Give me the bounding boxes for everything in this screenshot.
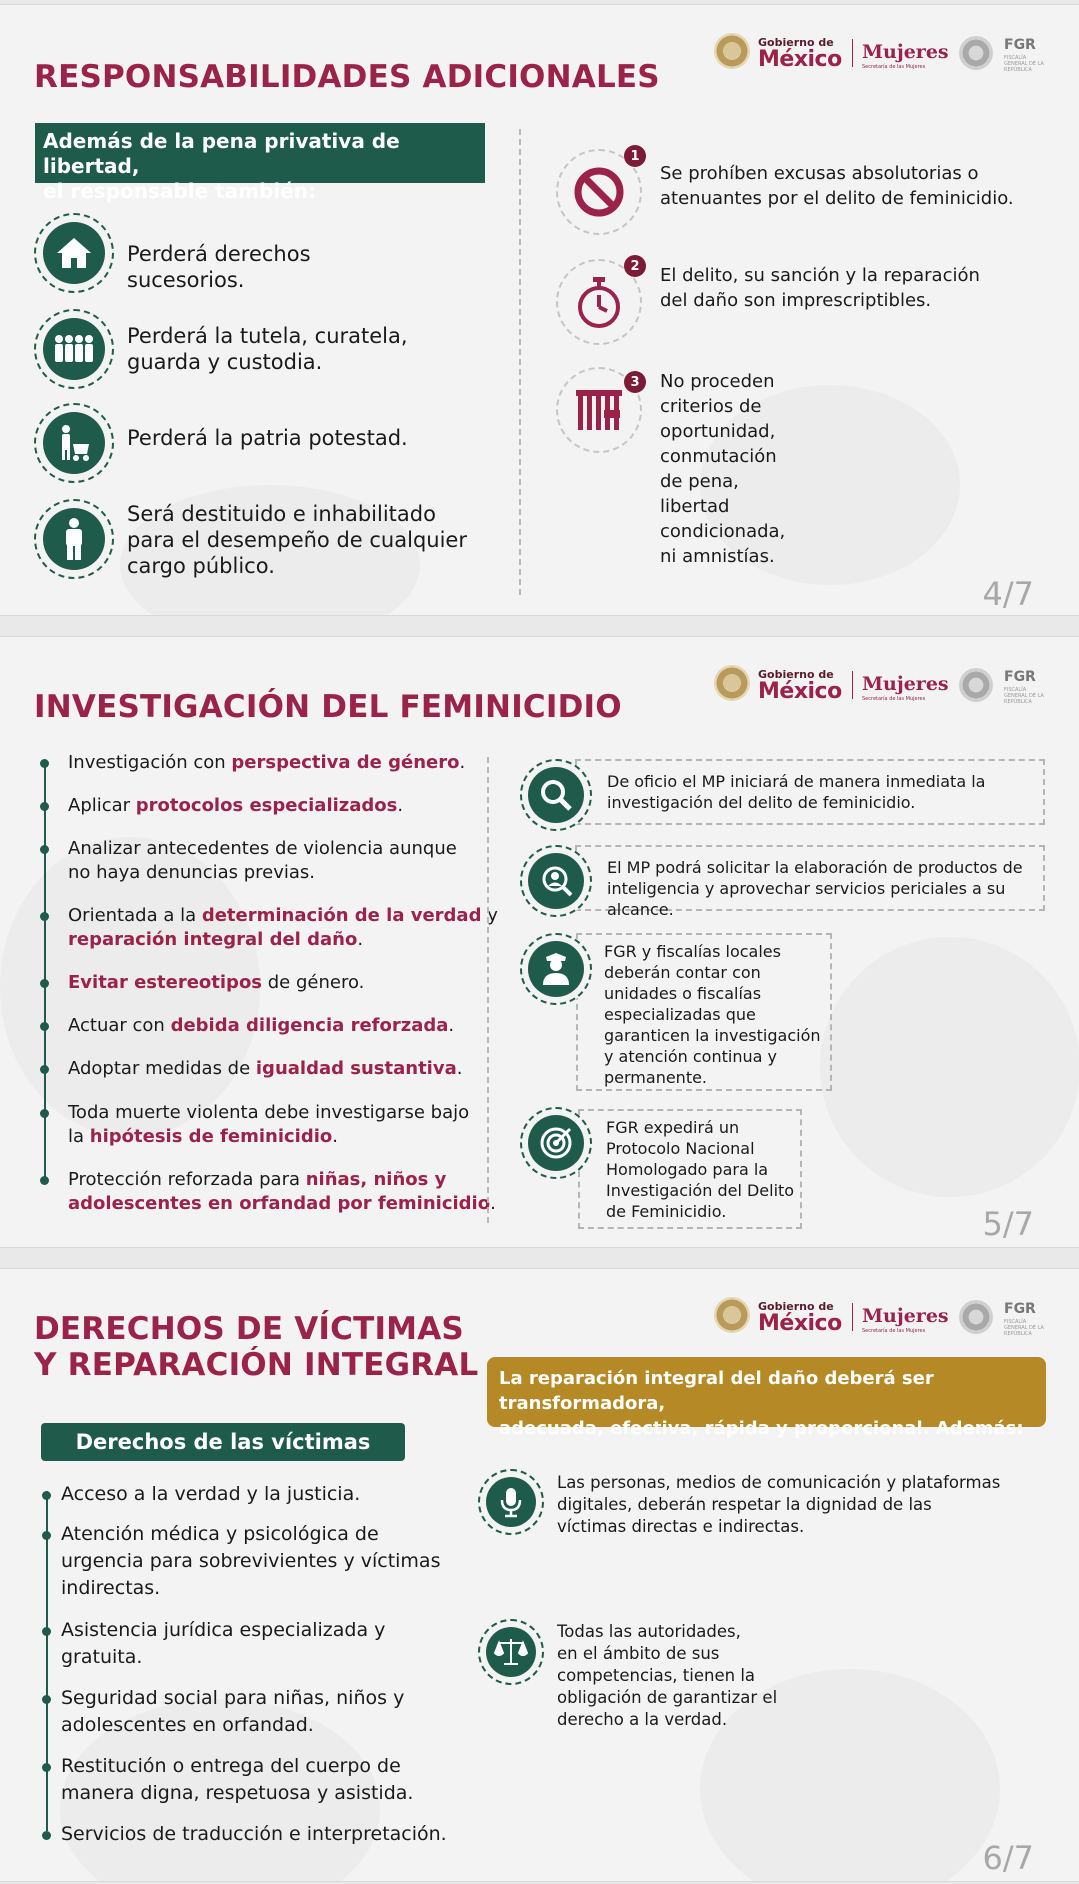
item-line: No proceden bbox=[660, 371, 775, 392]
gob-small: Gobierno de bbox=[758, 36, 834, 49]
mexico-seal-icon bbox=[714, 665, 750, 701]
bullet-highlight: perspectiva de género bbox=[231, 752, 460, 773]
gob-small: Gobierno de bbox=[758, 1300, 834, 1313]
fgr-logo: FGR bbox=[1004, 669, 1036, 685]
intro-line-1: Además de la pena privativa de libertad, bbox=[43, 129, 400, 178]
timeline-line bbox=[46, 1491, 48, 1831]
right-item bbox=[61, 1481, 360, 1508]
item-line: libertad bbox=[660, 496, 730, 517]
item-line: digitales, deberán respetar la dignidad de las bbox=[557, 1495, 932, 1514]
fgr-logo: FGR bbox=[1004, 37, 1036, 53]
logo-divider bbox=[852, 39, 853, 67]
bullet-item bbox=[68, 1014, 454, 1038]
page-number: 4/7 bbox=[982, 575, 1034, 613]
bullet-item bbox=[68, 794, 403, 818]
bullet-dot bbox=[42, 1531, 51, 1540]
box-line: garanticen la investigación bbox=[604, 1026, 821, 1045]
bullet-text: la bbox=[68, 1126, 90, 1147]
page-number: 6/7 bbox=[982, 1839, 1034, 1877]
right-line: urgencia para sobrevivientes y víctimas bbox=[61, 1550, 441, 1572]
info-box-protocolo bbox=[578, 1109, 802, 1229]
bullet-highlight: Evitar estereotipos bbox=[68, 972, 263, 993]
item-line: condicionada, bbox=[660, 521, 786, 542]
item-line: El delito, su sanción y la reparación bbox=[660, 265, 980, 286]
box-line: permanente. bbox=[604, 1068, 708, 1087]
bullet-dot bbox=[40, 1176, 49, 1185]
bullet-text: Toda muerte violenta debe investigarse bajo bbox=[68, 1102, 470, 1123]
bullet-highlight: adolescentes en orfandad por feminicidio bbox=[68, 1193, 491, 1214]
item-line: sucesorios. bbox=[127, 268, 245, 292]
right-item-1 bbox=[660, 161, 1014, 211]
number-badge: 3 bbox=[624, 371, 646, 393]
item-line: del daño son imprescriptibles. bbox=[660, 290, 932, 311]
bullet-dot bbox=[40, 759, 49, 768]
item-sucesorios bbox=[127, 241, 311, 293]
right-item bbox=[61, 1521, 440, 1602]
right-line: Asistencia jurídica especializada y bbox=[61, 1619, 386, 1641]
bullet-text: . bbox=[490, 1193, 496, 1214]
box-line: de Feminicidio. bbox=[606, 1202, 727, 1221]
bullet-dot bbox=[40, 979, 49, 988]
logos bbox=[714, 33, 1044, 73]
bullet-highlight: determinación de la verdad bbox=[201, 905, 482, 926]
bullet-text: . bbox=[456, 1058, 463, 1079]
bullet-text: . bbox=[332, 1126, 338, 1147]
bullet-dot bbox=[42, 1491, 51, 1500]
mujeres-logo: Mujeres bbox=[862, 41, 949, 63]
bullet-dot bbox=[40, 845, 49, 854]
box-line: investigación del delito de feminicidio. bbox=[607, 793, 916, 812]
bullet-text: . bbox=[397, 795, 404, 816]
bullet-text: . bbox=[459, 752, 466, 773]
right-item-2 bbox=[660, 263, 980, 313]
page-title: INVESTIGACIÓN DEL FEMINICIDIO bbox=[34, 689, 622, 725]
right-line: Acceso a la verdad y la justicia. bbox=[61, 1483, 361, 1505]
rights-header: Derechos de las víctimas bbox=[41, 1423, 405, 1461]
bullet-highlight: igualdad sustantiva bbox=[255, 1058, 457, 1079]
item-destituido bbox=[127, 501, 467, 579]
mujeres-sub: Secretaría de las Mujeres bbox=[862, 64, 926, 70]
right-line: Restitución o entrega del cuerpo de bbox=[61, 1755, 401, 1777]
item-line: conmutación bbox=[660, 446, 777, 467]
intro-box bbox=[35, 123, 485, 203]
item-line: ni amnistías. bbox=[660, 546, 775, 567]
item-line: competencias, tienen la bbox=[557, 1666, 756, 1685]
officer-icon bbox=[520, 933, 592, 1005]
item-line: víctimas directas e indirectas. bbox=[557, 1517, 805, 1536]
intro-line-2: el responsable también: bbox=[43, 179, 316, 203]
mexico-seal-icon bbox=[714, 1297, 750, 1333]
box-line: FGR expedirá un bbox=[606, 1118, 740, 1137]
bullet-highlight: protocolos especializados bbox=[135, 795, 398, 816]
right-line: indirectas. bbox=[61, 1577, 161, 1599]
item-line: para el desempeño de cualquier bbox=[127, 528, 467, 552]
bullet-dot bbox=[40, 912, 49, 921]
right-item bbox=[61, 1617, 385, 1671]
item-line: atenuantes por el delito de feminicidio. bbox=[660, 188, 1014, 209]
column-divider bbox=[487, 757, 489, 1223]
fgr-seal-icon bbox=[959, 668, 993, 702]
bullet-item bbox=[68, 1101, 469, 1149]
target-icon bbox=[520, 1107, 592, 1179]
bullet-highlight: debida diligencia reforzada bbox=[170, 1015, 449, 1036]
gold-line: adecuada, efectiva, rápida y proporcional. Además: bbox=[499, 1418, 1024, 1439]
gob-big: México bbox=[758, 47, 842, 72]
gold-line: La reparación integral del daño deberá ser transformadora, bbox=[499, 1368, 934, 1414]
fgr-sub: FISCALÍA GENERAL DE LA REPÚBLICA bbox=[1004, 1319, 1044, 1337]
number-badge: 2 bbox=[624, 255, 646, 277]
bullet-item bbox=[68, 971, 364, 995]
mujeres-sub: Secretaría de las Mujeres bbox=[862, 1328, 926, 1334]
right-line: manera digna, respetuosa y asistida. bbox=[61, 1782, 414, 1804]
mujeres-sub: Secretaría de las Mujeres bbox=[862, 696, 926, 702]
fgr-seal-icon bbox=[959, 36, 993, 70]
item-line: Perderá la tutela, curatela, bbox=[127, 324, 408, 348]
info-box-inteligencia bbox=[575, 845, 1045, 919]
house-icon bbox=[34, 213, 114, 293]
box-line: deberán contar con bbox=[604, 963, 761, 982]
background-decoration bbox=[820, 937, 1079, 1197]
title-line: DERECHOS DE VÍCTIMAS bbox=[34, 1311, 464, 1347]
bullet-dot bbox=[42, 1695, 51, 1704]
bullet-item bbox=[68, 1168, 496, 1216]
bullet-text: de género. bbox=[262, 972, 365, 993]
logo-divider bbox=[852, 1303, 853, 1331]
page-title bbox=[34, 1311, 478, 1383]
bullet-item bbox=[68, 904, 498, 952]
bullet-item bbox=[68, 837, 457, 885]
bullet-dot bbox=[40, 802, 49, 811]
bullet-text: Actuar con bbox=[68, 1015, 171, 1036]
bullet-highlight: reparación integral del daño bbox=[68, 929, 358, 950]
gob-big: México bbox=[758, 1311, 842, 1336]
right-line: gratuita. bbox=[61, 1646, 143, 1668]
family-icon bbox=[34, 309, 114, 389]
bullet-dot bbox=[40, 1109, 49, 1118]
mujeres-logo: Mujeres bbox=[862, 1305, 949, 1327]
bullet-item bbox=[68, 1057, 462, 1081]
bullet-text: Analizar antecedentes de violencia aunque bbox=[68, 838, 457, 859]
bullet-dot bbox=[40, 1022, 49, 1031]
reparacion-box bbox=[487, 1357, 1046, 1439]
bullet-text: Protección reforzada para bbox=[68, 1169, 306, 1190]
mujeres-logo: Mujeres bbox=[862, 673, 949, 695]
right-line: Atención médica y psicológica de bbox=[61, 1523, 379, 1545]
box-line: especializadas que bbox=[604, 1005, 756, 1024]
page-title: RESPONSABILIDADES ADICIONALES bbox=[34, 59, 660, 95]
box-line: y atención continua y bbox=[604, 1047, 777, 1066]
bullet-dot bbox=[42, 1831, 51, 1840]
page-number: 5/7 bbox=[982, 1205, 1034, 1243]
box-line: Investigación del Delito bbox=[606, 1181, 795, 1200]
bullet-dot bbox=[42, 1763, 51, 1772]
fgr-logo: FGR bbox=[1004, 1301, 1036, 1317]
bullet-text: . bbox=[448, 1015, 455, 1036]
right-line: adolescentes en orfandad. bbox=[61, 1714, 314, 1736]
info-box-oficio bbox=[575, 759, 1045, 825]
box-line: Homologado para la bbox=[606, 1160, 769, 1179]
item-line: en el ámbito de sus bbox=[557, 1644, 720, 1663]
right-item bbox=[61, 1685, 404, 1739]
box-line: Protocolo Nacional bbox=[606, 1139, 755, 1158]
panel-investigacion bbox=[0, 636, 1079, 1248]
item-line: Todas las autoridades, bbox=[557, 1622, 741, 1641]
right-item bbox=[61, 1821, 447, 1848]
fgr-sub: FISCALÍA GENERAL DE LA REPÚBLICA bbox=[1004, 55, 1044, 73]
bullet-text: Aplicar bbox=[68, 795, 136, 816]
item-dignidad bbox=[557, 1472, 1000, 1538]
right-item-3 bbox=[660, 369, 785, 569]
box-line: FGR y fiscalías locales bbox=[604, 942, 781, 961]
item-line: obligación de garantizar el bbox=[557, 1688, 778, 1707]
timeline-line bbox=[44, 763, 46, 1183]
logos bbox=[714, 665, 1044, 705]
box-line: unidades o fiscalías bbox=[604, 984, 762, 1003]
item-line: criterios de bbox=[660, 396, 762, 417]
bullet-text: Orientada a la bbox=[68, 905, 202, 926]
item-line: derecho a la verdad. bbox=[557, 1710, 728, 1729]
intelligence-icon bbox=[520, 845, 592, 917]
bullet-text: y bbox=[481, 905, 498, 926]
bullet-dot bbox=[40, 1065, 49, 1074]
item-line: oportunidad, bbox=[660, 421, 776, 442]
right-line: Seguridad social para niñas, niños y bbox=[61, 1687, 405, 1709]
item-line: Se prohíben excusas absolutorias o bbox=[660, 163, 979, 184]
item-patria-potestad: Perderá la patria potestad. bbox=[127, 426, 408, 450]
item-line: guarda y custodia. bbox=[127, 350, 323, 374]
item-line: Será destituido e inhabilitado bbox=[127, 502, 436, 526]
item-line: cargo público. bbox=[127, 554, 275, 578]
bullet-text: Investigación con bbox=[68, 752, 232, 773]
column-divider bbox=[519, 129, 521, 595]
bullet-highlight: hipótesis de feminicidio bbox=[89, 1126, 333, 1147]
item-line: Las personas, medios de comunicación y plataformas bbox=[557, 1473, 1001, 1492]
microphone-icon bbox=[478, 1469, 544, 1535]
panel-derechos bbox=[0, 1268, 1079, 1882]
item-line: de pena, bbox=[660, 471, 739, 492]
person-icon bbox=[34, 499, 114, 579]
box-line: El MP podrá solicitar la elaboración de productos de bbox=[607, 858, 1023, 877]
number-badge: 1 bbox=[624, 145, 646, 167]
panel-responsabilidades bbox=[0, 4, 1079, 616]
gob-small: Gobierno de bbox=[758, 668, 834, 681]
fgr-sub: FISCALÍA GENERAL DE LA REPÚBLICA bbox=[1004, 687, 1044, 705]
magnifier-icon bbox=[520, 759, 592, 831]
box-line: De oficio el MP iniciará de manera inmediata la bbox=[607, 772, 986, 791]
item-verdad bbox=[557, 1621, 777, 1731]
bullet-text: . bbox=[357, 929, 364, 950]
bullet-dot bbox=[42, 1627, 51, 1636]
parent-stroller-icon bbox=[34, 403, 114, 483]
item-tutela bbox=[127, 323, 408, 375]
bullet-text: no haya denuncias previas. bbox=[68, 862, 316, 883]
fgr-seal-icon bbox=[959, 1300, 993, 1334]
bullet-highlight: niñas, niños y bbox=[305, 1169, 447, 1190]
title-line: Y REPARACIÓN INTEGRAL bbox=[34, 1347, 479, 1383]
box-line: inteligencia y aprovechar servicios periciales a su alcance. bbox=[607, 879, 1006, 919]
mexico-seal-icon bbox=[714, 33, 750, 69]
bullet-item bbox=[68, 751, 465, 775]
bullet-text: Adoptar medidas de bbox=[68, 1058, 256, 1079]
right-line: Servicios de traducción e interpretación. bbox=[61, 1823, 447, 1845]
gob-big: México bbox=[758, 679, 842, 704]
logos bbox=[714, 1297, 1044, 1337]
logo-divider bbox=[852, 671, 853, 699]
scales-icon bbox=[478, 1619, 544, 1685]
item-line: Perderá derechos bbox=[127, 242, 311, 266]
right-item bbox=[61, 1753, 413, 1807]
info-box-fiscalias bbox=[576, 933, 832, 1091]
